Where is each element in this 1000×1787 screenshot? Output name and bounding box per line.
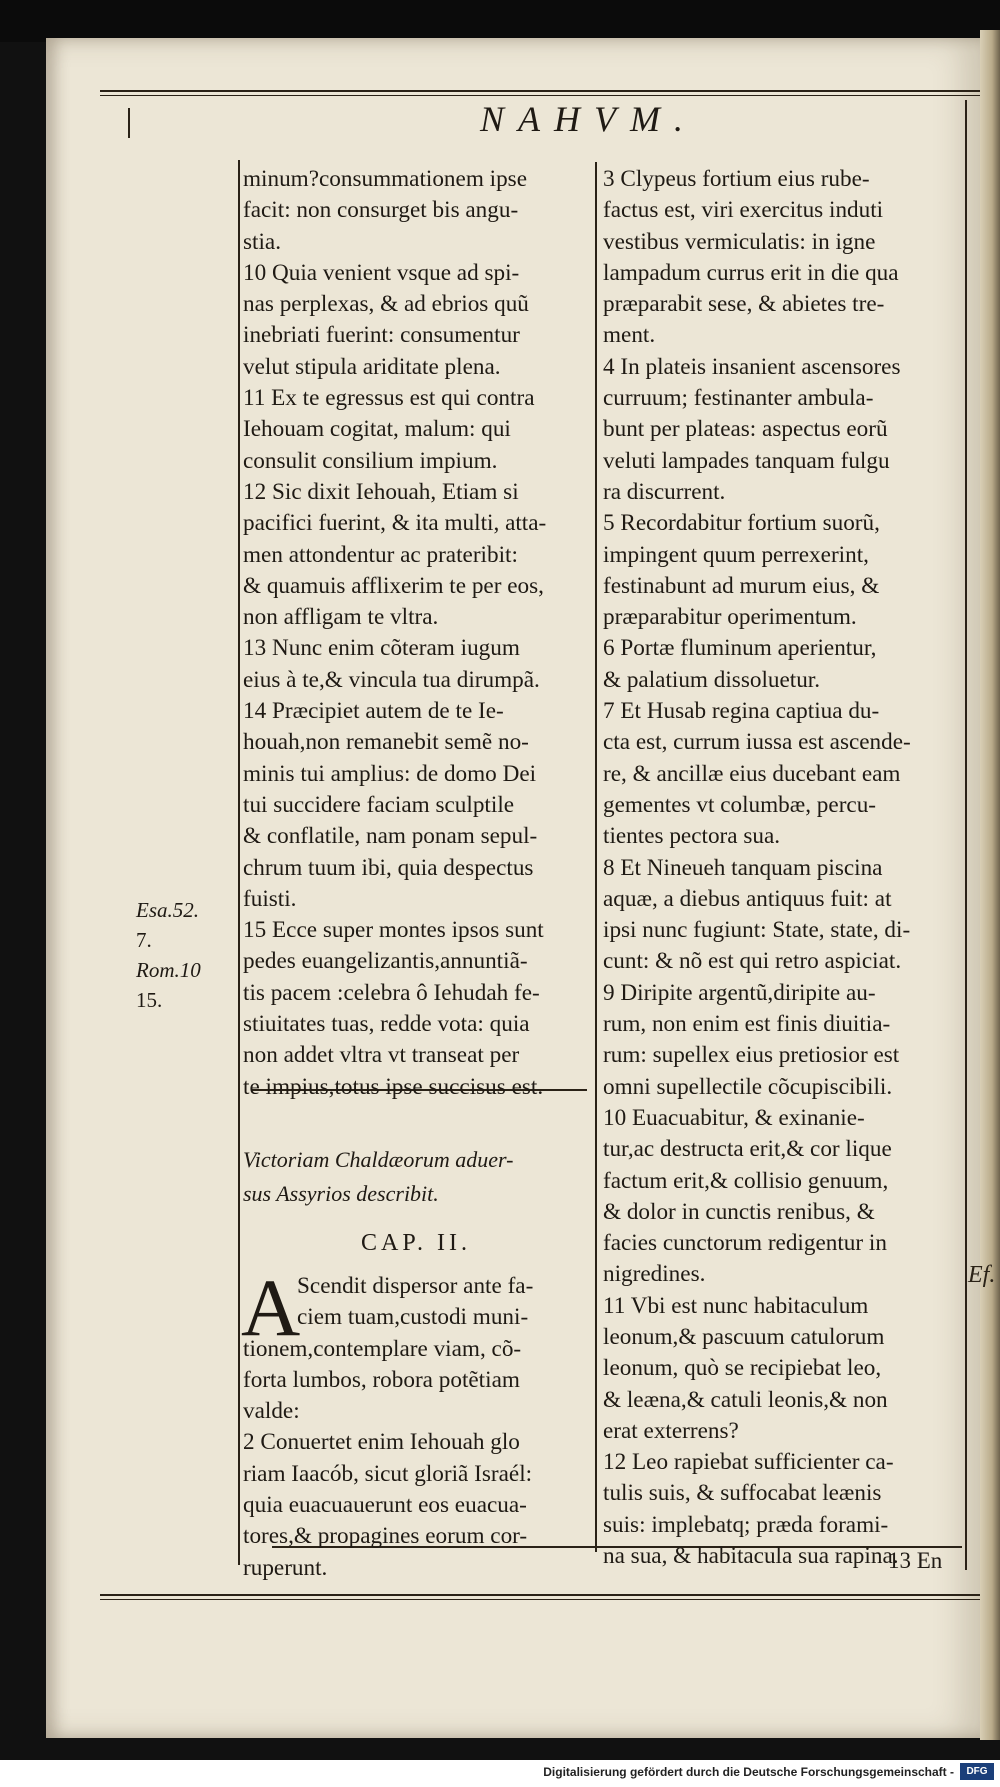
text-line: 8 Et Nineueh tanquam piscina: [603, 854, 883, 881]
right-column: [603, 164, 955, 1572]
margin-notes: [136, 895, 236, 1015]
text-line: non affligam te vltra.: [243, 604, 439, 631]
text-line: minum?consummationem ipse: [243, 166, 528, 192]
margin-divider-rule: [238, 160, 240, 1565]
text-line: nas perplexas, & ad ebrios quũ: [243, 291, 529, 318]
drop-cap: A: [241, 1261, 301, 1353]
text-line: erat exterrens?: [603, 1417, 739, 1444]
dfg-logo: DFG: [960, 1763, 994, 1780]
text-line: bunt per plateas: aspectus eorũ: [603, 416, 888, 443]
chapter-summary: [243, 1143, 589, 1211]
text-line: 3 Clypeus fortium eius rube-: [603, 166, 870, 192]
text-line: stia.: [243, 228, 281, 255]
text-line: factum erit,& collisio genuum,: [603, 1167, 889, 1194]
text-line: ruperunt.: [243, 1554, 328, 1581]
top-double-rule-1: [100, 90, 980, 92]
text-line: minis tui amplius: de domo Dei: [243, 760, 537, 787]
catchword: 13 En: [888, 1548, 943, 1573]
text-line: pacifici fuerint, & ita multi, atta-: [243, 510, 547, 537]
text-line: 10 Quia venient vsque ad spi-: [243, 259, 520, 286]
text-line: 9 Diripite argentũ,diripite au-: [603, 979, 876, 1006]
bottom-double-rule-1: [100, 1594, 980, 1596]
text-line: re, & ancillæ eius ducebant eam: [603, 760, 901, 787]
left-column: [243, 164, 589, 1584]
text-line: Iehouam cogitat, malum: qui: [243, 416, 511, 443]
text-line: 11 Vbi est nunc habitaculum: [603, 1292, 869, 1319]
text-line: forta lumbos, robora potẽtiam: [243, 1366, 520, 1393]
text-line: & leæna,& catuli leonis,& non: [603, 1386, 888, 1413]
text-line: festinabunt ad murum eius, &: [603, 572, 880, 599]
text-line: tur,ac destructa erit,& cor lique: [603, 1136, 892, 1163]
text-line: inebriati fuerint: consumentur: [243, 322, 520, 349]
text-line: 5 Recordabitur fortium suorũ,: [603, 510, 880, 537]
running-head: NAHVM.: [480, 99, 697, 139]
text-line: 2 Conuertet enim Iehouah glo: [243, 1429, 520, 1456]
text-line: rum: supellex eius pretiosior est: [603, 1042, 900, 1069]
text-line: gementes vt columbæ, percu-: [603, 791, 877, 818]
text-line: 4 In plateis insanient ascensores: [603, 353, 901, 380]
text-line: tis pacem :celebra ô Iehudah fe-: [243, 979, 540, 1006]
text-line: facies cunctorum redigentur in: [603, 1230, 887, 1257]
text-line: pedes euangelizantis,annuntiã-: [243, 948, 528, 975]
page-edge: [980, 30, 1000, 1740]
summary-line: sus Assyrios describit.: [243, 1180, 439, 1206]
left-column-lines: [243, 164, 589, 1103]
text-line: præparabit sese, & abietes tre-: [603, 291, 885, 318]
text-line: fuisti.: [243, 885, 297, 912]
text-line: valde:: [243, 1398, 300, 1425]
text-line: cunt: & nõ est qui retro aspiciat.: [603, 948, 902, 975]
text-line: tores,& propagines eorum cor-: [243, 1523, 528, 1550]
scan-top-border: [0, 0, 1000, 42]
text-line: facit: non consurget bis angu-: [243, 197, 519, 224]
text-line: ipsi nunc fugiunt: State, state, di-: [603, 917, 911, 944]
text-line: & quamuis afflixerim te per eos,: [243, 572, 544, 599]
text-line: aquæ, a diebus antiquus fuit: at: [603, 885, 892, 912]
text-line: 6 Portæ fluminum aperientur,: [603, 635, 877, 662]
text-line: nigredines.: [603, 1261, 706, 1288]
right-frame-rule: [965, 100, 967, 1570]
text-line: quia euacuauerunt eos euacua-: [243, 1491, 527, 1518]
text-line: eius à te,& vincula tua dirumpã.: [243, 666, 540, 693]
text-line: ciem tuam,custodi muni-: [297, 1304, 529, 1331]
text-line: leonum,& pascuum catulorum: [603, 1323, 885, 1350]
text-line: omni supellectile cõcupiscibili.: [603, 1073, 893, 1100]
text-line: chrum tuum ibi, quia despectus: [243, 854, 534, 881]
text-line: & dolor in cunctis renibus, &: [603, 1198, 875, 1225]
text-line: veluti lampades tanquam fulgu: [603, 447, 890, 474]
left-frame-rule: [128, 108, 130, 138]
margin-note: 15.: [136, 988, 163, 1012]
text-line: na sua, & habitacula sua rapina.: [603, 1543, 899, 1570]
text-line: impingent quum perrexerint,: [603, 541, 869, 568]
text-line: 15 Ecce super montes ipsos sunt: [243, 917, 544, 944]
chapter-heading: CAP. II.: [360, 1229, 471, 1256]
summary-line: Victoriam Chaldæorum aduer-: [243, 1146, 514, 1172]
text-line: houah,non remanebit semẽ no-: [243, 729, 529, 756]
text-line: cta est, currum iussa est ascende-: [603, 729, 911, 756]
next-page-fragment: Ef.: [968, 1262, 996, 1288]
text-line: vestibus vermiculatis: in igne: [603, 228, 876, 255]
text-line: Scendit dispersor ante fa-: [297, 1272, 534, 1299]
text-line: consulit consilium impium.: [243, 447, 498, 474]
text-line: 12 Leo rapiebat sufficienter ca-: [603, 1449, 894, 1476]
text-line: tionem,contemplare viam, cõ-: [243, 1335, 522, 1362]
text-line: lampadum currus erit in die qua: [603, 259, 899, 286]
text-line: rum, non enim est finis diuitia-: [603, 1011, 891, 1038]
text-line: tulis suis, & suffocabat leænis: [603, 1480, 882, 1507]
text-line: te impius,totus ipse succisus est.: [243, 1073, 544, 1100]
text-line: præparabitur operimentum.: [603, 604, 857, 631]
margin-note: Esa.52.: [136, 898, 199, 922]
text-line: 12 Sic dixit Iehouah, Etiam si: [243, 478, 519, 505]
text-line: ra discurrent.: [603, 478, 726, 505]
text-line: 14 Præcipiet autem de te Ie-: [243, 698, 504, 725]
text-line: curruum; festinanter ambula-: [603, 385, 874, 412]
text-line: stiuitates tuas, redde vota: quia: [243, 1011, 530, 1038]
text-line: tientes pectora sua.: [603, 823, 781, 850]
top-double-rule-2: [100, 95, 980, 96]
text-line: 10 Euacuabitur, & exinanie-: [603, 1104, 865, 1131]
footer-credit: Digitalisierung gefördert durch die Deutsche Forschungsgemeinschaft -: [543, 1765, 954, 1779]
text-line: suis: implebatq; præda forami-: [603, 1511, 889, 1538]
bottom-double-rule-2: [100, 1599, 980, 1600]
text-line: ment.: [603, 322, 656, 349]
text-line: & conflatile, nam ponam sepul-: [243, 823, 538, 850]
text-line: men attondentur ac prateribit:: [243, 541, 518, 568]
column-divider-rule: [595, 162, 597, 1552]
text-line: 11 Ex te egressus est qui contra: [243, 385, 535, 412]
chapter-opening: [241, 1261, 589, 1584]
text-line: velut stipula ariditate plena.: [243, 353, 501, 380]
margin-note: 7.: [136, 928, 152, 952]
text-line: factus est, viri exercitus induti: [603, 197, 884, 224]
text-line: riam Iaacób, sicut gloriã Israél:: [243, 1460, 533, 1487]
text-line: non addet vltra vt transeat per: [243, 1042, 520, 1069]
text-line: leonum, quò se recipiebat leo,: [603, 1355, 882, 1382]
margin-note: Rom.10: [136, 958, 201, 982]
text-line: 13 Nunc enim cõteram iugum: [243, 635, 520, 662]
text-line: 7 Et Husab regina captiua du-: [603, 698, 880, 725]
text-line: tui succidere faciam sculptile: [243, 791, 515, 818]
text-line: & palatium dissoluetur.: [603, 666, 821, 693]
